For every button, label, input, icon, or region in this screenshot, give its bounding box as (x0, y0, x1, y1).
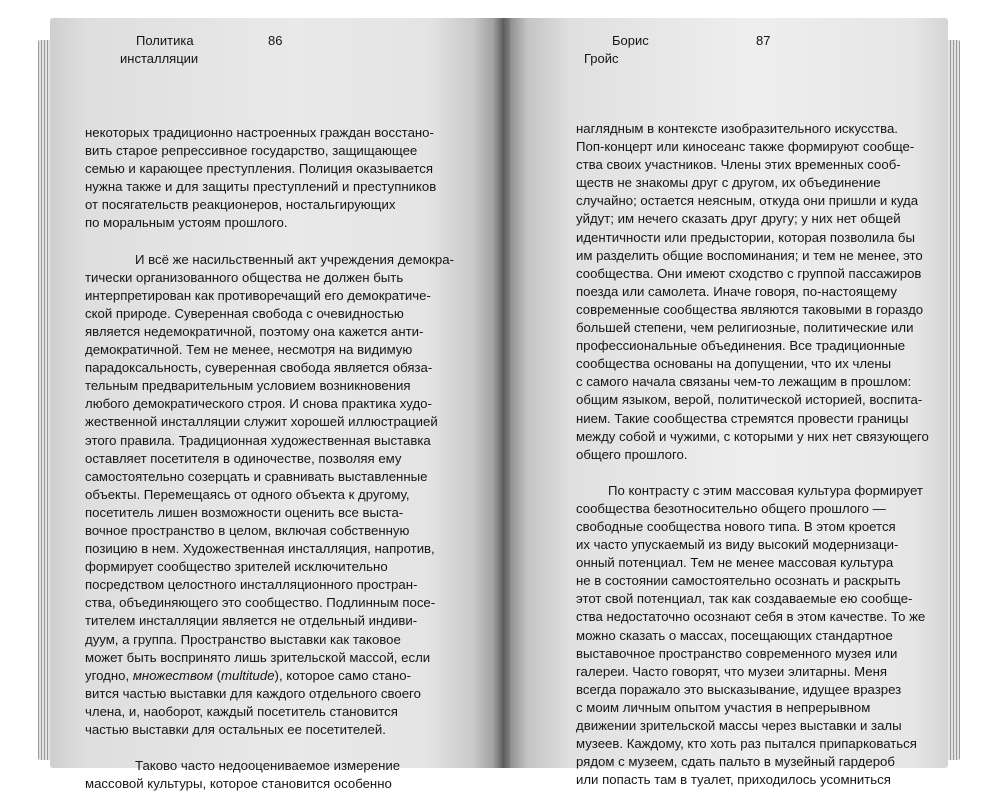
text-line: большей степени, чем религиозные, политические или (576, 320, 914, 336)
text-line: музеев. Каждому, кто хоть раз пытался припарковаться (576, 736, 917, 752)
text-line: семью и карающее преступления. Полиция оказывается (85, 161, 434, 177)
text-line: галереи. Часто говорят, что музеи элитарны. Меня (576, 663, 888, 679)
text-line: нием. Такие сообщества стремятся провести границы (576, 410, 909, 426)
text-line: ства своих участников. Члены этих временных сооб- (576, 157, 901, 173)
text-line: объекты. Перемещаясь от одного объекта к другому, (85, 486, 410, 502)
italic-term: множеством (132, 667, 213, 683)
text-line: по моральным устоям прошлого. (85, 215, 288, 231)
text-line: сообщества основаны на допущении, что их члены (576, 356, 892, 372)
text-line: между собой и чужими, с которыми у них нет связующего (576, 428, 929, 444)
text-line: некоторых традиционно настроенных граждан восстано- (85, 125, 434, 140)
text-line: демократичной. Тем не менее, несмотря на видимую (85, 342, 413, 358)
text-line: тельным предварительным условием возникновения (85, 378, 411, 394)
text-line-with-italics (85, 667, 454, 685)
text-line: вочное пространство в целом, включая собственную (85, 522, 410, 538)
text-line: сообщества. Они имеют сходство с группой пассажиров (576, 265, 922, 281)
book-gutter (492, 18, 512, 768)
running-head-line: Гройс (584, 51, 619, 66)
text-line: ществ не знакомы друг с другом, их объединение (576, 175, 881, 191)
punct-close: ), (274, 667, 287, 683)
running-head-line: Борис (612, 33, 649, 48)
text-line: ской природе. Суверенная свобода с очевидностью (85, 305, 404, 321)
text-line: ства недостаточно осознают себя в этом качестве. То же (576, 609, 926, 625)
text-line: оставляет посетителя в одиночестве, позволяя ему (85, 450, 402, 466)
text-line: онный потенциал. Тем не менее массовая культура (576, 555, 894, 571)
page-edges-right (948, 40, 960, 760)
text-line: может быть воспринято лишь зрительской массой, если (85, 649, 431, 665)
text-line: позицию в нем. Художественная инсталляция, напротив, (85, 541, 435, 557)
text-line: выставочное пространство современного музея или (576, 645, 898, 661)
text-line: свободные сообщества нового типа. В этом кроется (576, 518, 896, 534)
text-line: тителем инсталляции является не отдельный индиви- (85, 613, 418, 629)
text-line: движении зрительской массы через выставки и залы (576, 718, 902, 733)
text-line: ства, объединяющего это сообщество. Подлинным посе- (85, 595, 436, 611)
text-line: рядом с музеем, сдать пальто в музейный гардероб (576, 754, 895, 770)
text-line: этот свой потенциал, так как создаваемые ею сообще- (576, 591, 913, 607)
text-line: наглядным в контексте изобразительного искусства. (576, 121, 898, 136)
text-line: парадоксальность, суверенная свобода является обяза- (85, 360, 433, 376)
text-line: общим языком, верой, политической историей, воспита- (576, 392, 923, 408)
text-fragment: угодно, (85, 667, 133, 683)
text-line: дуум, а группа. Пространство выставки как таковое (85, 631, 401, 647)
running-head-left (120, 32, 198, 68)
text-line: жественной инсталляции служит хорошей иллюстрацией (85, 414, 438, 430)
right-page (510, 18, 948, 788)
text-line: этого правила. Традиционная художественная выставка (85, 432, 431, 448)
text-line: тически организованного общества не должен быть (85, 269, 404, 285)
italic-term: multitude (221, 667, 275, 683)
text-line: любого демократического строя. И снова практика худо- (85, 396, 432, 412)
running-head-line: инсталляции (120, 51, 199, 66)
text-line: массовой культуры, которое становится особенно (85, 776, 392, 792)
text-line: им разделить общие воспоминания; и тем не менее, это (576, 247, 923, 263)
right-page-body (576, 120, 929, 789)
text-line: идентичности или предыстории, которая позволила бы (576, 229, 915, 245)
text-line: с моим личным опытом участия в непрерывном (576, 699, 871, 715)
left-page-body (85, 124, 454, 793)
text-line: является недемократичной, поэтому она кажется анти- (85, 323, 424, 339)
running-head-right (584, 32, 649, 68)
running-head-line: Политика (136, 33, 194, 48)
text-line: формирует сообщество зрителей исключительно (85, 559, 388, 575)
text-line: посредством целостного инсталляционного простран- (85, 577, 418, 593)
text-line: интерпретирован как противоречащий его демократиче- (85, 287, 431, 303)
text-line: уйдут; им нечего сказать друг другу; у них нет общей (576, 211, 901, 227)
text-line: всегда поражало это высказывание, идущее вразрез (576, 681, 902, 697)
page-number-left: 86 (268, 33, 283, 48)
text-fragment: которое само стано- (286, 667, 411, 683)
text-line: современные сообщества являются таковыми в гораздо (576, 301, 924, 317)
text-line: с самого начала связаны чем-то лежащим в прошлом: (576, 374, 912, 390)
text-line: Поп-концерт или киносеанс также формируют сообще- (576, 139, 915, 155)
text-line: члена, и, наоборот, каждый посетитель становится (85, 703, 398, 719)
text-line: или попасть там в туалет, приходилось усомниться (576, 772, 891, 788)
left-page (50, 18, 495, 792)
text-line: поезда или самолета. Иначе говоря, по-настоящему (576, 283, 897, 299)
text-line: их часто упускаемый из виду высокий модернизаци- (576, 537, 899, 553)
text-line: По контрасту с этим массовая культура формирует (608, 482, 923, 498)
text-line: Таково часто недооцениваемое измерение (135, 758, 401, 774)
text-line: частью выставки для остальных ее посетителей. (85, 722, 386, 737)
text-line: общего прошлого. (576, 446, 688, 462)
text-line: нужна также и для защиты преступлений и преступников (85, 179, 437, 195)
text-line: можно сказать о массах, посещающих стандартное (576, 627, 893, 643)
text-line: самостоятельно созерцать и сравнивать выставленные (85, 468, 428, 484)
text-line: профессиональные объединения. Все традиционные (576, 338, 906, 354)
text-line: вится частью выставки для каждого отдельного своего (85, 685, 421, 701)
text-line: случайно; остается неясным, откуда они пришли и куда (576, 193, 919, 209)
text-line: сообщества безотносительно общего прошлого — (576, 500, 886, 516)
page-edges-left (38, 40, 50, 760)
punct-open: ( (212, 667, 222, 683)
text-line: не в состоянии самостоятельно осознать и раскрыть (576, 573, 901, 589)
text-line: вить старое репрессивное государство, защищающее (85, 143, 418, 159)
text-line: посетитель лишен возможности оценить все выста- (85, 504, 404, 520)
page-number-right: 87 (756, 33, 771, 48)
text-line: И всё же насильственный акт учреждения демокра- (135, 251, 454, 267)
text-line: от посягательств реакционеров, ностальгирующих (85, 197, 396, 213)
